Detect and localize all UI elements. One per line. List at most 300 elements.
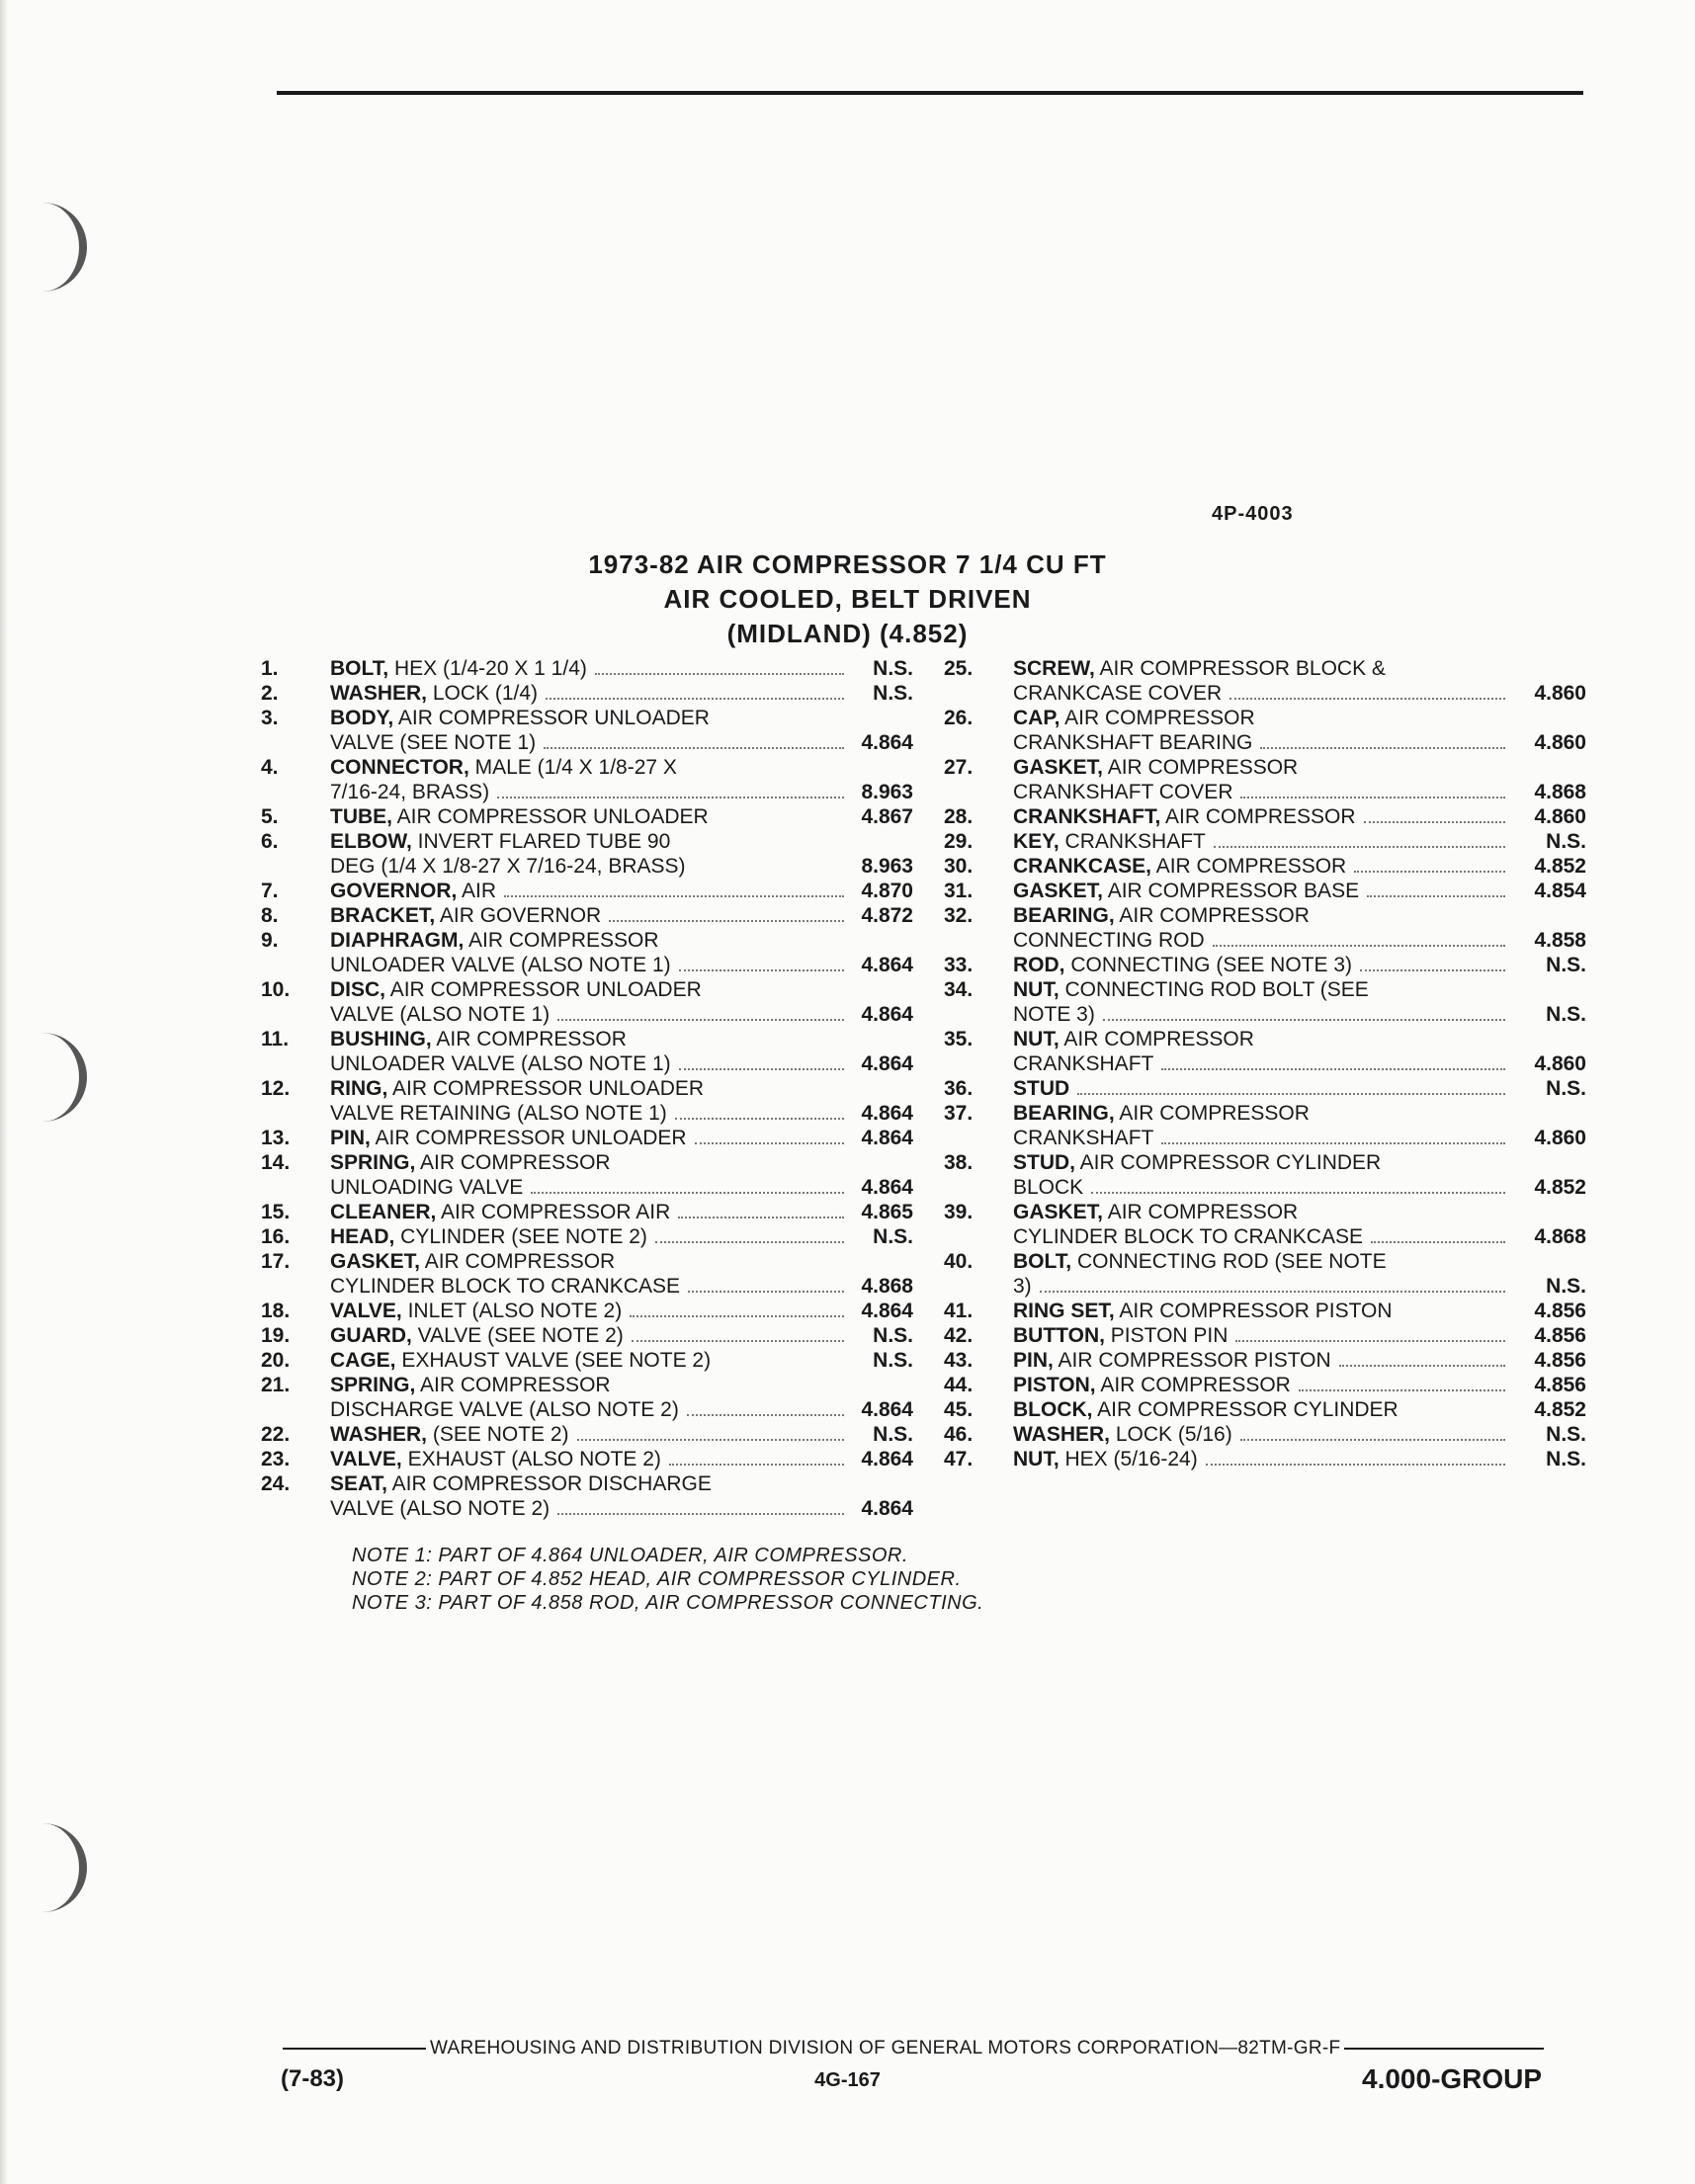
part-description-line [330, 903, 913, 928]
part-description-text [330, 1051, 671, 1076]
part-detail: AIR COMPRESSOR [1114, 904, 1310, 927]
part-item [944, 1299, 1586, 1323]
part-name: GASKET, [1013, 880, 1104, 902]
part-description-line [330, 730, 913, 755]
part-group-code: 4.856 [1534, 1349, 1586, 1372]
part-name: BLOCK, [1013, 1398, 1093, 1421]
part-group-code: 4.856 [1534, 1374, 1586, 1396]
part-group-code: 4.868 [1534, 1225, 1586, 1248]
part-description-text [1013, 706, 1255, 730]
part-description [330, 1447, 913, 1471]
part-group-code: N.S. [1546, 954, 1586, 976]
part-description [1013, 1027, 1586, 1076]
part-description [330, 829, 913, 879]
part-detail: AIR COMPRESSOR [1160, 805, 1356, 828]
part-description-line [1013, 879, 1586, 903]
part-description [330, 755, 913, 804]
binder-hole-mark [40, 1033, 87, 1122]
dot-leader [630, 1299, 844, 1317]
dot-leader [1206, 1447, 1505, 1466]
notes [352, 1544, 983, 1615]
part-description-text [1013, 1101, 1310, 1126]
part-description-text [330, 706, 710, 730]
part-description-text [1013, 1076, 1069, 1101]
part-name: PISTON, [1013, 1374, 1096, 1396]
part-description-line [1013, 1373, 1586, 1397]
part-item [944, 829, 1586, 854]
part-item [944, 1323, 1586, 1348]
part-description-text [1013, 1150, 1381, 1175]
part-description-line [330, 1200, 913, 1224]
part-number: 11. [261, 1028, 290, 1050]
part-number: 44. [944, 1374, 974, 1396]
part-description-text [1013, 928, 1205, 953]
dot-leader [1371, 1224, 1505, 1243]
part-detail: CONNECTING (SEE NOTE 3) [1064, 954, 1353, 976]
dot-leader [688, 1274, 844, 1293]
part-description [330, 706, 913, 755]
part-description-line [1013, 804, 1586, 829]
part-description-line [1013, 1422, 1586, 1447]
part-group-code: N.S. [873, 682, 913, 705]
part-number: 15. [261, 1201, 291, 1223]
part-number: 43. [944, 1349, 974, 1372]
part-name: BRACKET, [330, 904, 436, 927]
part-description [1013, 829, 1586, 854]
part-description-text [330, 1397, 679, 1422]
dot-leader [1240, 780, 1505, 798]
part-description-text [1013, 1002, 1095, 1027]
part-description-line [1013, 1224, 1586, 1249]
part-description [330, 1249, 913, 1299]
part-group-code: 4.864 [861, 1176, 913, 1199]
part-group-code: 4.867 [861, 805, 913, 828]
part-name: DISC, [330, 978, 386, 1001]
part-description [330, 1150, 913, 1200]
part-description-line [330, 681, 913, 706]
part-number: 4. [261, 756, 279, 779]
dot-leader [1360, 953, 1505, 971]
part-description-text [1013, 1323, 1228, 1348]
part-description-text [330, 1249, 615, 1274]
part-description-text [1013, 681, 1222, 706]
part-item [944, 1200, 1586, 1249]
part-item [944, 977, 1586, 1027]
part-number: 20. [261, 1349, 291, 1372]
part-item [944, 1150, 1586, 1200]
part-description-line [1013, 755, 1586, 780]
part-number: 32. [944, 904, 974, 927]
dot-leader [687, 1397, 844, 1416]
part-detail: AIR COMPRESSOR PISTON [1114, 1300, 1393, 1322]
part-description-text [1013, 1027, 1254, 1051]
part-description-line [330, 1027, 913, 1051]
part-description [330, 1224, 913, 1249]
part-detail: AIR COMPRESSOR [1103, 756, 1299, 779]
parts-list-left-column [261, 656, 913, 1521]
part-item [944, 1422, 1586, 1447]
part-number: 13. [261, 1127, 291, 1149]
part-name: PIN, [1013, 1349, 1054, 1372]
part-description-text [330, 1348, 711, 1373]
part-name: DIAPHRAGM, [330, 929, 465, 952]
part-description [1013, 1422, 1586, 1447]
part-description [1013, 1076, 1586, 1101]
part-description-text [330, 928, 659, 953]
note-3: NOTE 3: PART OF 4.858 ROD, AIR COMPRESSOR CONNECTING. [352, 1592, 984, 1614]
part-description-text [1013, 879, 1359, 903]
part-item [261, 1076, 913, 1126]
part-detail: CRANKSHAFT [1013, 1052, 1154, 1075]
page-edge-shadow [0, 0, 8, 2184]
part-name: STUD [1013, 1077, 1070, 1100]
part-item [261, 1422, 913, 1447]
part-description [1013, 1323, 1586, 1348]
part-description-line [1013, 1126, 1586, 1150]
part-item [944, 953, 1586, 977]
part-detail: CYLINDER BLOCK TO CRANKCASE [1013, 1225, 1363, 1248]
dot-leader [1214, 829, 1505, 848]
part-detail: VALVE (SEE NOTE 2) [411, 1324, 624, 1347]
part-name: NUT, [1013, 1028, 1059, 1050]
part-item [261, 1224, 913, 1249]
part-description-line [1013, 1200, 1586, 1224]
part-item [261, 1027, 913, 1076]
dot-leader [1354, 854, 1505, 873]
part-name: SCREW, [1013, 657, 1095, 680]
part-description-line [330, 1373, 913, 1397]
part-description [330, 1027, 913, 1076]
part-detail: VALVE (ALSO NOTE 2) [330, 1497, 551, 1520]
part-item [944, 1249, 1586, 1299]
part-description-text [1013, 1447, 1198, 1471]
part-group-code: 4.852 [1534, 1176, 1586, 1199]
part-name: GOVERNOR, [330, 880, 458, 902]
part-description-text [1013, 804, 1356, 829]
part-description [1013, 804, 1586, 829]
part-description-line [330, 1051, 913, 1076]
part-description-text [330, 755, 677, 780]
part-description-line [1013, 1397, 1586, 1422]
part-number: 21. [261, 1374, 291, 1396]
part-number: 18. [261, 1300, 291, 1322]
footer-rule-left [283, 2048, 426, 2050]
part-description-line [1013, 1027, 1586, 1051]
part-detail: AIR GOVERNOR [435, 904, 602, 927]
part-description [330, 1348, 913, 1373]
part-number: 29. [944, 830, 974, 853]
part-description-line [330, 1471, 913, 1496]
dot-leader [546, 681, 844, 700]
part-description-line [330, 656, 913, 681]
part-group-code: N.S. [1546, 1448, 1586, 1470]
part-item [261, 755, 913, 804]
part-name: BEARING, [1013, 904, 1115, 927]
part-description-line [330, 1101, 913, 1126]
part-description [1013, 1397, 1586, 1422]
part-number: 17. [261, 1250, 291, 1273]
part-item [261, 1471, 913, 1521]
part-detail: CRANKCASE COVER [1013, 682, 1223, 705]
part-name: TUBE, [330, 805, 392, 828]
part-description-line [330, 1150, 913, 1175]
part-description [1013, 1200, 1586, 1249]
part-description-line [1013, 1348, 1586, 1373]
figure-reference: 4P-4003 [1212, 503, 1294, 525]
part-name: VALVE, [330, 1448, 402, 1470]
part-number: 39. [944, 1201, 974, 1223]
part-name: GASKET, [1013, 756, 1104, 779]
part-name: CAGE, [330, 1349, 396, 1372]
part-name: BUTTON, [1013, 1324, 1105, 1347]
part-group-code: 4.870 [861, 880, 913, 902]
part-name: CAP, [1013, 707, 1060, 729]
part-detail: (SEE NOTE 2) [427, 1423, 569, 1446]
part-description [330, 879, 913, 903]
part-description-line [330, 829, 913, 854]
dot-leader [1240, 1422, 1505, 1441]
part-group-code: 4.864 [861, 1448, 913, 1470]
part-item [944, 1348, 1586, 1373]
part-description-text [1013, 903, 1310, 928]
part-name: WASHER, [330, 1423, 428, 1446]
part-description-text [1013, 1249, 1387, 1274]
part-description-text [330, 1299, 622, 1323]
dot-leader [1364, 804, 1505, 823]
part-group-code: 4.864 [861, 731, 913, 754]
part-item [261, 681, 913, 706]
part-description-text [1013, 977, 1369, 1002]
part-name: BODY, [330, 707, 394, 729]
dot-leader [504, 879, 844, 897]
part-item [261, 829, 913, 879]
part-description-text [330, 656, 587, 681]
footer-rule-right [1344, 2048, 1544, 2050]
part-item [261, 1200, 913, 1224]
part-group-code: 4.856 [1534, 1324, 1586, 1347]
part-number: 35. [944, 1028, 974, 1050]
part-description-line [330, 928, 913, 953]
part-detail: CYLINDER (SEE NOTE 2) [394, 1225, 647, 1248]
part-detail: HEX (5/16-24) [1059, 1448, 1198, 1470]
part-description [1013, 903, 1586, 953]
part-description-line [1013, 977, 1586, 1002]
part-group-code: 4.868 [1534, 781, 1586, 803]
part-number: 12. [261, 1077, 291, 1100]
part-description-line [330, 755, 913, 780]
part-description-text [1013, 1299, 1393, 1323]
part-group-code: N.S. [873, 1225, 913, 1248]
part-group-code: 4.854 [1534, 880, 1586, 902]
part-description-text [330, 854, 686, 879]
part-description-text [330, 1496, 550, 1521]
part-detail: UNLOADING VALVE [330, 1176, 524, 1199]
part-detail: AIR COMPRESSOR PISTON [1053, 1349, 1331, 1372]
part-description [330, 903, 913, 928]
part-detail: AIR COMPRESSOR UNLOADER [392, 805, 709, 828]
part-description-line [330, 977, 913, 1002]
part-description [330, 804, 913, 829]
part-detail: AIR COMPRESSOR [464, 929, 659, 952]
note-1: NOTE 1: PART OF 4.864 UNLOADER, AIR COMPRESSOR. [352, 1545, 908, 1566]
part-detail: EXHAUST (ALSO NOTE 2) [401, 1448, 661, 1470]
part-number: 22. [261, 1423, 291, 1446]
part-item [944, 706, 1586, 755]
part-description-text [330, 1323, 624, 1348]
part-group-code: 4.864 [861, 1300, 913, 1322]
part-description-line [1013, 706, 1586, 730]
part-item [944, 854, 1586, 879]
top-rule [277, 91, 1583, 95]
part-number: 24. [261, 1472, 291, 1495]
part-description-line [330, 1076, 913, 1101]
part-detail: CONNECTING ROD [1013, 929, 1205, 952]
part-detail: AIR COMPRESSOR [1059, 707, 1255, 729]
part-number: 25. [944, 657, 974, 680]
part-item [261, 1348, 913, 1373]
part-description-text [1013, 1274, 1032, 1299]
binder-hole-mark [40, 203, 87, 292]
part-number: 27. [944, 756, 974, 779]
part-detail: AIR COMPRESSOR [1151, 855, 1347, 878]
part-description-line [330, 1274, 913, 1299]
part-description-text [330, 1373, 611, 1397]
footer-division-line [283, 2036, 1544, 2061]
part-name: WASHER, [330, 682, 428, 705]
part-description-text [330, 879, 496, 903]
part-item [944, 755, 1586, 804]
part-detail: AIR COMPRESSOR [415, 1374, 611, 1396]
part-description [330, 928, 913, 977]
part-item [944, 1397, 1586, 1422]
part-detail: VALVE RETAINING (ALSO NOTE 1) [330, 1102, 667, 1125]
part-description-text [330, 977, 702, 1002]
part-group-code: 4.860 [1534, 1127, 1586, 1149]
part-detail: AIR COMPRESSOR BASE [1103, 880, 1360, 902]
part-description-text [1013, 1348, 1331, 1373]
part-detail: AIR COMPRESSOR AIR [436, 1201, 671, 1223]
part-description [1013, 854, 1586, 879]
part-detail: DISCHARGE VALVE (ALSO NOTE 2) [330, 1398, 679, 1421]
part-description [330, 656, 913, 681]
part-item [261, 1150, 913, 1200]
part-name: BOLT, [1013, 1250, 1072, 1273]
part-description-text [1013, 1051, 1153, 1076]
part-group-code: N.S. [873, 1324, 913, 1347]
dot-leader [1077, 1076, 1505, 1095]
binder-hole-mark [40, 1823, 87, 1912]
part-name: CONNECTOR, [330, 756, 469, 779]
dot-leader [577, 1422, 844, 1441]
part-detail: CRANKSHAFT BEARING [1013, 731, 1253, 754]
part-description [330, 1471, 913, 1521]
part-detail: VALVE (SEE NOTE 1) [330, 731, 537, 754]
part-number: 6. [261, 830, 279, 853]
part-number: 16. [261, 1225, 291, 1248]
part-detail: AIR COMPRESSOR [1059, 1028, 1254, 1050]
part-name: BOLT, [330, 657, 389, 680]
dot-leader [1103, 1002, 1505, 1021]
part-description-text [1013, 1175, 1083, 1200]
part-group-code: N.S. [1546, 1423, 1586, 1446]
part-name: RING, [330, 1077, 388, 1100]
part-description-text [330, 1224, 647, 1249]
part-group-code: N.S. [873, 1349, 913, 1372]
part-detail: AIR COMPRESSOR UNLOADER [385, 978, 702, 1001]
part-description [1013, 1150, 1586, 1200]
part-detail: AIR COMPRESSOR DISCHARGE [386, 1472, 712, 1495]
part-item [944, 903, 1586, 953]
dot-leader [1339, 1348, 1505, 1367]
part-number: 34. [944, 978, 974, 1001]
part-number: 37. [944, 1102, 974, 1125]
part-description-text [330, 804, 709, 829]
title-line-1: 1973-82 AIR COMPRESSOR 7 1/4 CU FT [588, 549, 1107, 579]
part-description-line [330, 1496, 913, 1521]
part-group-code: 4.864 [861, 1102, 913, 1125]
part-name: SPRING, [330, 1151, 416, 1174]
dot-leader [1213, 928, 1505, 947]
part-group-code: 4.864 [861, 1127, 913, 1149]
part-description-text [1013, 1397, 1398, 1422]
part-detail: UNLOADER VALVE (ALSO NOTE 1) [330, 1052, 671, 1075]
part-number: 47. [944, 1448, 974, 1470]
part-detail: CRANKSHAFT [1013, 1127, 1154, 1149]
part-description-line [330, 1175, 913, 1200]
part-number: 2. [261, 682, 279, 705]
part-number: 14. [261, 1151, 291, 1174]
footer-group: 4.000-GROUP [1362, 2063, 1543, 2094]
part-description [1013, 953, 1586, 977]
part-detail: INLET (ALSO NOTE 2) [401, 1300, 623, 1322]
part-description-line [1013, 780, 1586, 804]
part-item [261, 1249, 913, 1299]
part-item [261, 1299, 913, 1323]
part-description [330, 1126, 913, 1150]
part-description-text [330, 1447, 661, 1471]
part-detail: CRANKSHAFT [1059, 830, 1206, 853]
part-description-line [330, 804, 913, 829]
part-detail: DEG (1/4 X 1/8-27 X 7/16-24, BRASS) [330, 855, 686, 878]
part-number: 45. [944, 1398, 974, 1421]
part-description [1013, 755, 1586, 804]
part-name: SPRING, [330, 1374, 416, 1396]
part-description-text [1013, 1126, 1153, 1150]
part-name: BEARING, [1013, 1102, 1115, 1125]
part-description-text [330, 1422, 569, 1447]
part-name: STUD, [1013, 1151, 1075, 1174]
part-name: BUSHING, [330, 1028, 432, 1050]
part-detail: HEX (1/4-20 X 1 1/4) [388, 657, 587, 680]
part-number: 42. [944, 1324, 974, 1347]
part-description-line [330, 953, 913, 977]
part-description-text [330, 1471, 712, 1496]
part-description-text [1013, 1373, 1291, 1397]
part-description [330, 1299, 913, 1323]
part-name: ELBOW, [330, 830, 412, 853]
part-group-code: 4.864 [861, 1398, 913, 1421]
part-number: 40. [944, 1250, 974, 1273]
part-number: 30. [944, 855, 974, 878]
part-description-line [330, 1422, 913, 1447]
part-description [330, 977, 913, 1027]
part-description-text [330, 730, 536, 755]
part-description-line [1013, 854, 1586, 879]
dot-leader [1299, 1373, 1505, 1391]
part-group-code: N.S. [1546, 1275, 1586, 1298]
part-detail: VALVE (ALSO NOTE 1) [330, 1003, 551, 1026]
part-number: 9. [261, 929, 279, 952]
